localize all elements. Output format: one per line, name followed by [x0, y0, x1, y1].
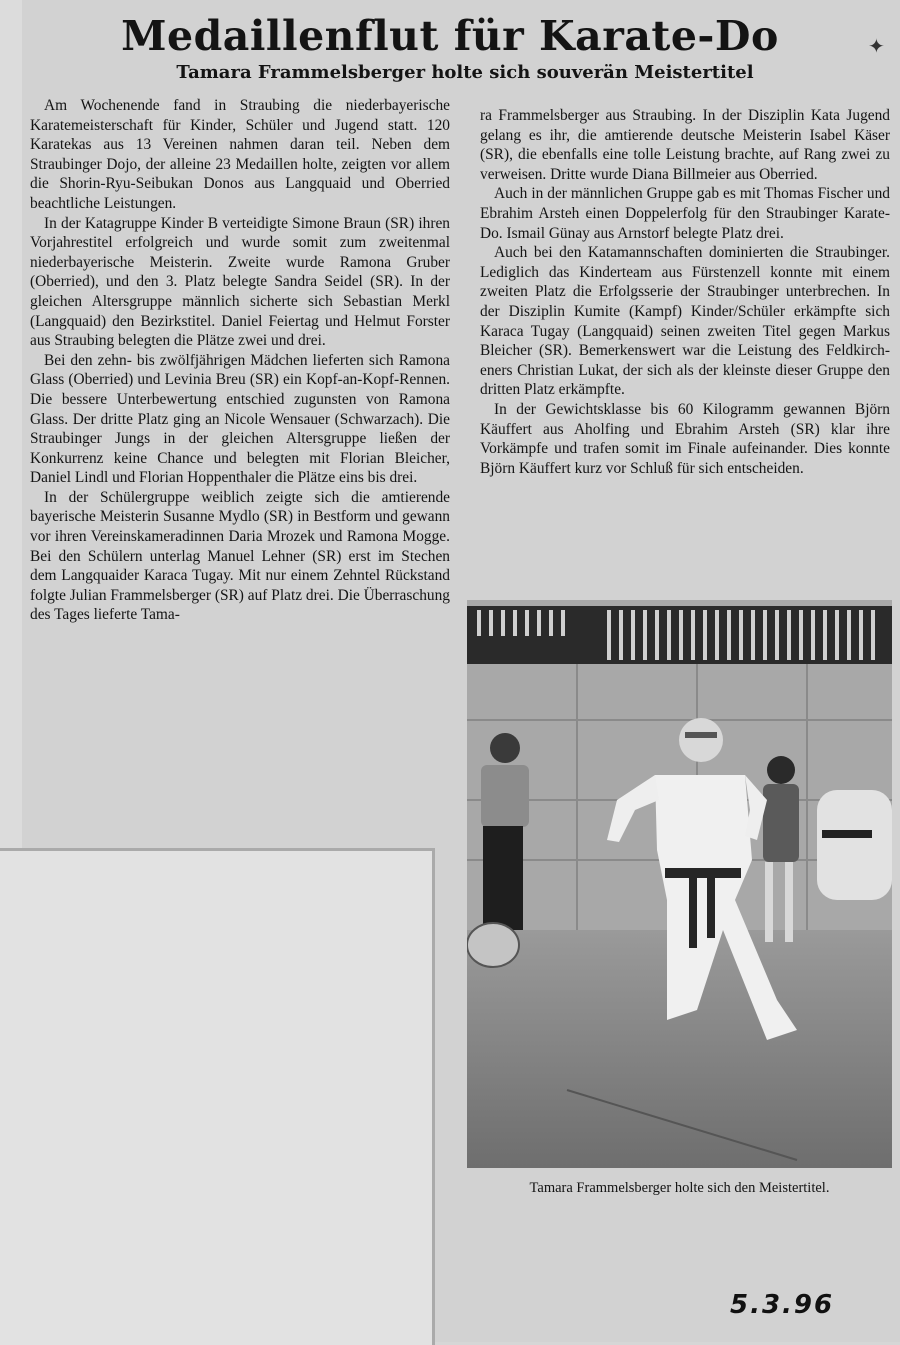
article-column-left — [30, 96, 450, 625]
paragraph: Bei den zehn- bis zwölfjährigen Mädchen lieferten sich Ramona Glass (Oberried) und Levinia Breu (SR) ein Kopf-an-Kopf-Rennen. Die bessere Unterbewertung entschied zugunsten von Ramona Glass. Der dritte Platz ging an Nicole Wensauer (Schwarzach). Die Straubinger Jungs in der gleichen Altersgruppe ließen der Konkurrenz keine Chance und belegten mit Florian Bleicher, Daniel Lindl und Florian Hoppenthaler die Plätze eins bis drei. — [30, 351, 450, 487]
paragraph: Auch bei den Katamannschaften dominierten die Straubinger. Lediglich das Kinderteam aus Fürstenzell konnte mit einem zweiten Platz die Erfolgsserie der Straubinger unterbrechen. In der Disziplin Kumite (Kampf) Kinder/Schüler erkämpfte sich Karaca Tugay (Langquaid) seinen zweiten Titel gegen Markus Bleicher (SR). Bemerkenswert war die Leistung des Feldkircheners Christian Lukat, der sich als der kleinste dieser Gruppe den dritten Platz erkämpfte. — [480, 244, 890, 399]
karate-scene-image — [467, 600, 892, 1168]
article-column-right — [480, 106, 890, 478]
karate-photo — [467, 600, 892, 1168]
handwritten-date: 5.3.96 — [730, 1290, 835, 1320]
article-headline: Medaillenflut für Karate-Do — [121, 12, 779, 60]
staple-mark-icon: ✦ — [868, 34, 885, 58]
paragraph: Auch in der männlichen Gruppe gab es mit Thomas Fischer und Ebrahim Arsteh einen Doppelerfolg für den Straubinger Karate-Do. Ismail Günay aus Arnstorf belegte Platz drei. — [480, 185, 890, 242]
paragraph: In der Schülergruppe weiblich zeigte sich die amtierende bayerische Meisterin Susanne Mydlo (SR) in Bestform und gewann vor ihren Vereinskameradinnen Daria Mrozek und Ramona Mogge. Bei den Schülern unterlag Manuel Lehner (SR) erst im Stechen dem Langquaider Karaca Tugay. Mit nur einem Zehntel Rückstand folgte Julian Frammelsberger (SR) auf Platz drei. Die Überraschung des Tages lieferte Tama- — [30, 488, 450, 624]
blank-paper-area — [0, 848, 435, 1345]
paragraph: ra Frammelsberger aus Straubing. In der Disziplin Kata Jugend gelang es ihr, die amtierende deutsche Meisterin Isabel Käser (SR), die ebenfalls eine tolle Leistung brachte, auf Rang zwei zu verweisen. Dritte wurde Diana Billmeier aus Oberried. — [480, 107, 890, 183]
paragraph: In der Katagruppe Kinder B verteidigte Simone Braun (SR) ihren Vorjahrestitel erfolgreich und wurde somit zum zweitenmal niederbayerische Meisterin. Zweite wurde Ramona Gruber (Oberried), und den 3. Platz belegte Sandra Seidel (SR). In der gleichen Altersgruppe männlich sicherte sich Sebastian Merkl (Langquaid) den Bezirkstitel. Daniel Feiertag und Helmut Forster aus Straubing belegten die Plätze zwei und drei. — [30, 214, 450, 350]
paragraph: In der Gewichtsklasse bis 60 Kilogramm gewannen Björn Käuffert aus Aholfing und Ebrahim Arsteh (SR) klar ihre Vorkämpfe und trafen somit im Finale aufeinander. Dies konnte Björn Käuffert kurz vor Schluß für sich entscheiden. — [480, 400, 890, 477]
article-subheadline: Tamara Frammelsberger holte sich souverän Meistertitel — [176, 62, 754, 83]
paragraph: Am Wochenende fand in Straubing die niederbayerische Karatemeisterschaft für Kinder, Schüler und Jugend statt. 120 Karatekas aus 13 Vereinen nahmen daran teil. Neben dem Straubinger Dojo, der alleine 23 Medaillen holte, zeigten vor allem die Shorin-Ryu-Seibukan Donos aus Langquaid und Oberried beachtliche Leistungen. — [30, 97, 450, 212]
photo-caption: Tamara Frammelsberger holte sich den Meistertitel. — [529, 1180, 830, 1196]
